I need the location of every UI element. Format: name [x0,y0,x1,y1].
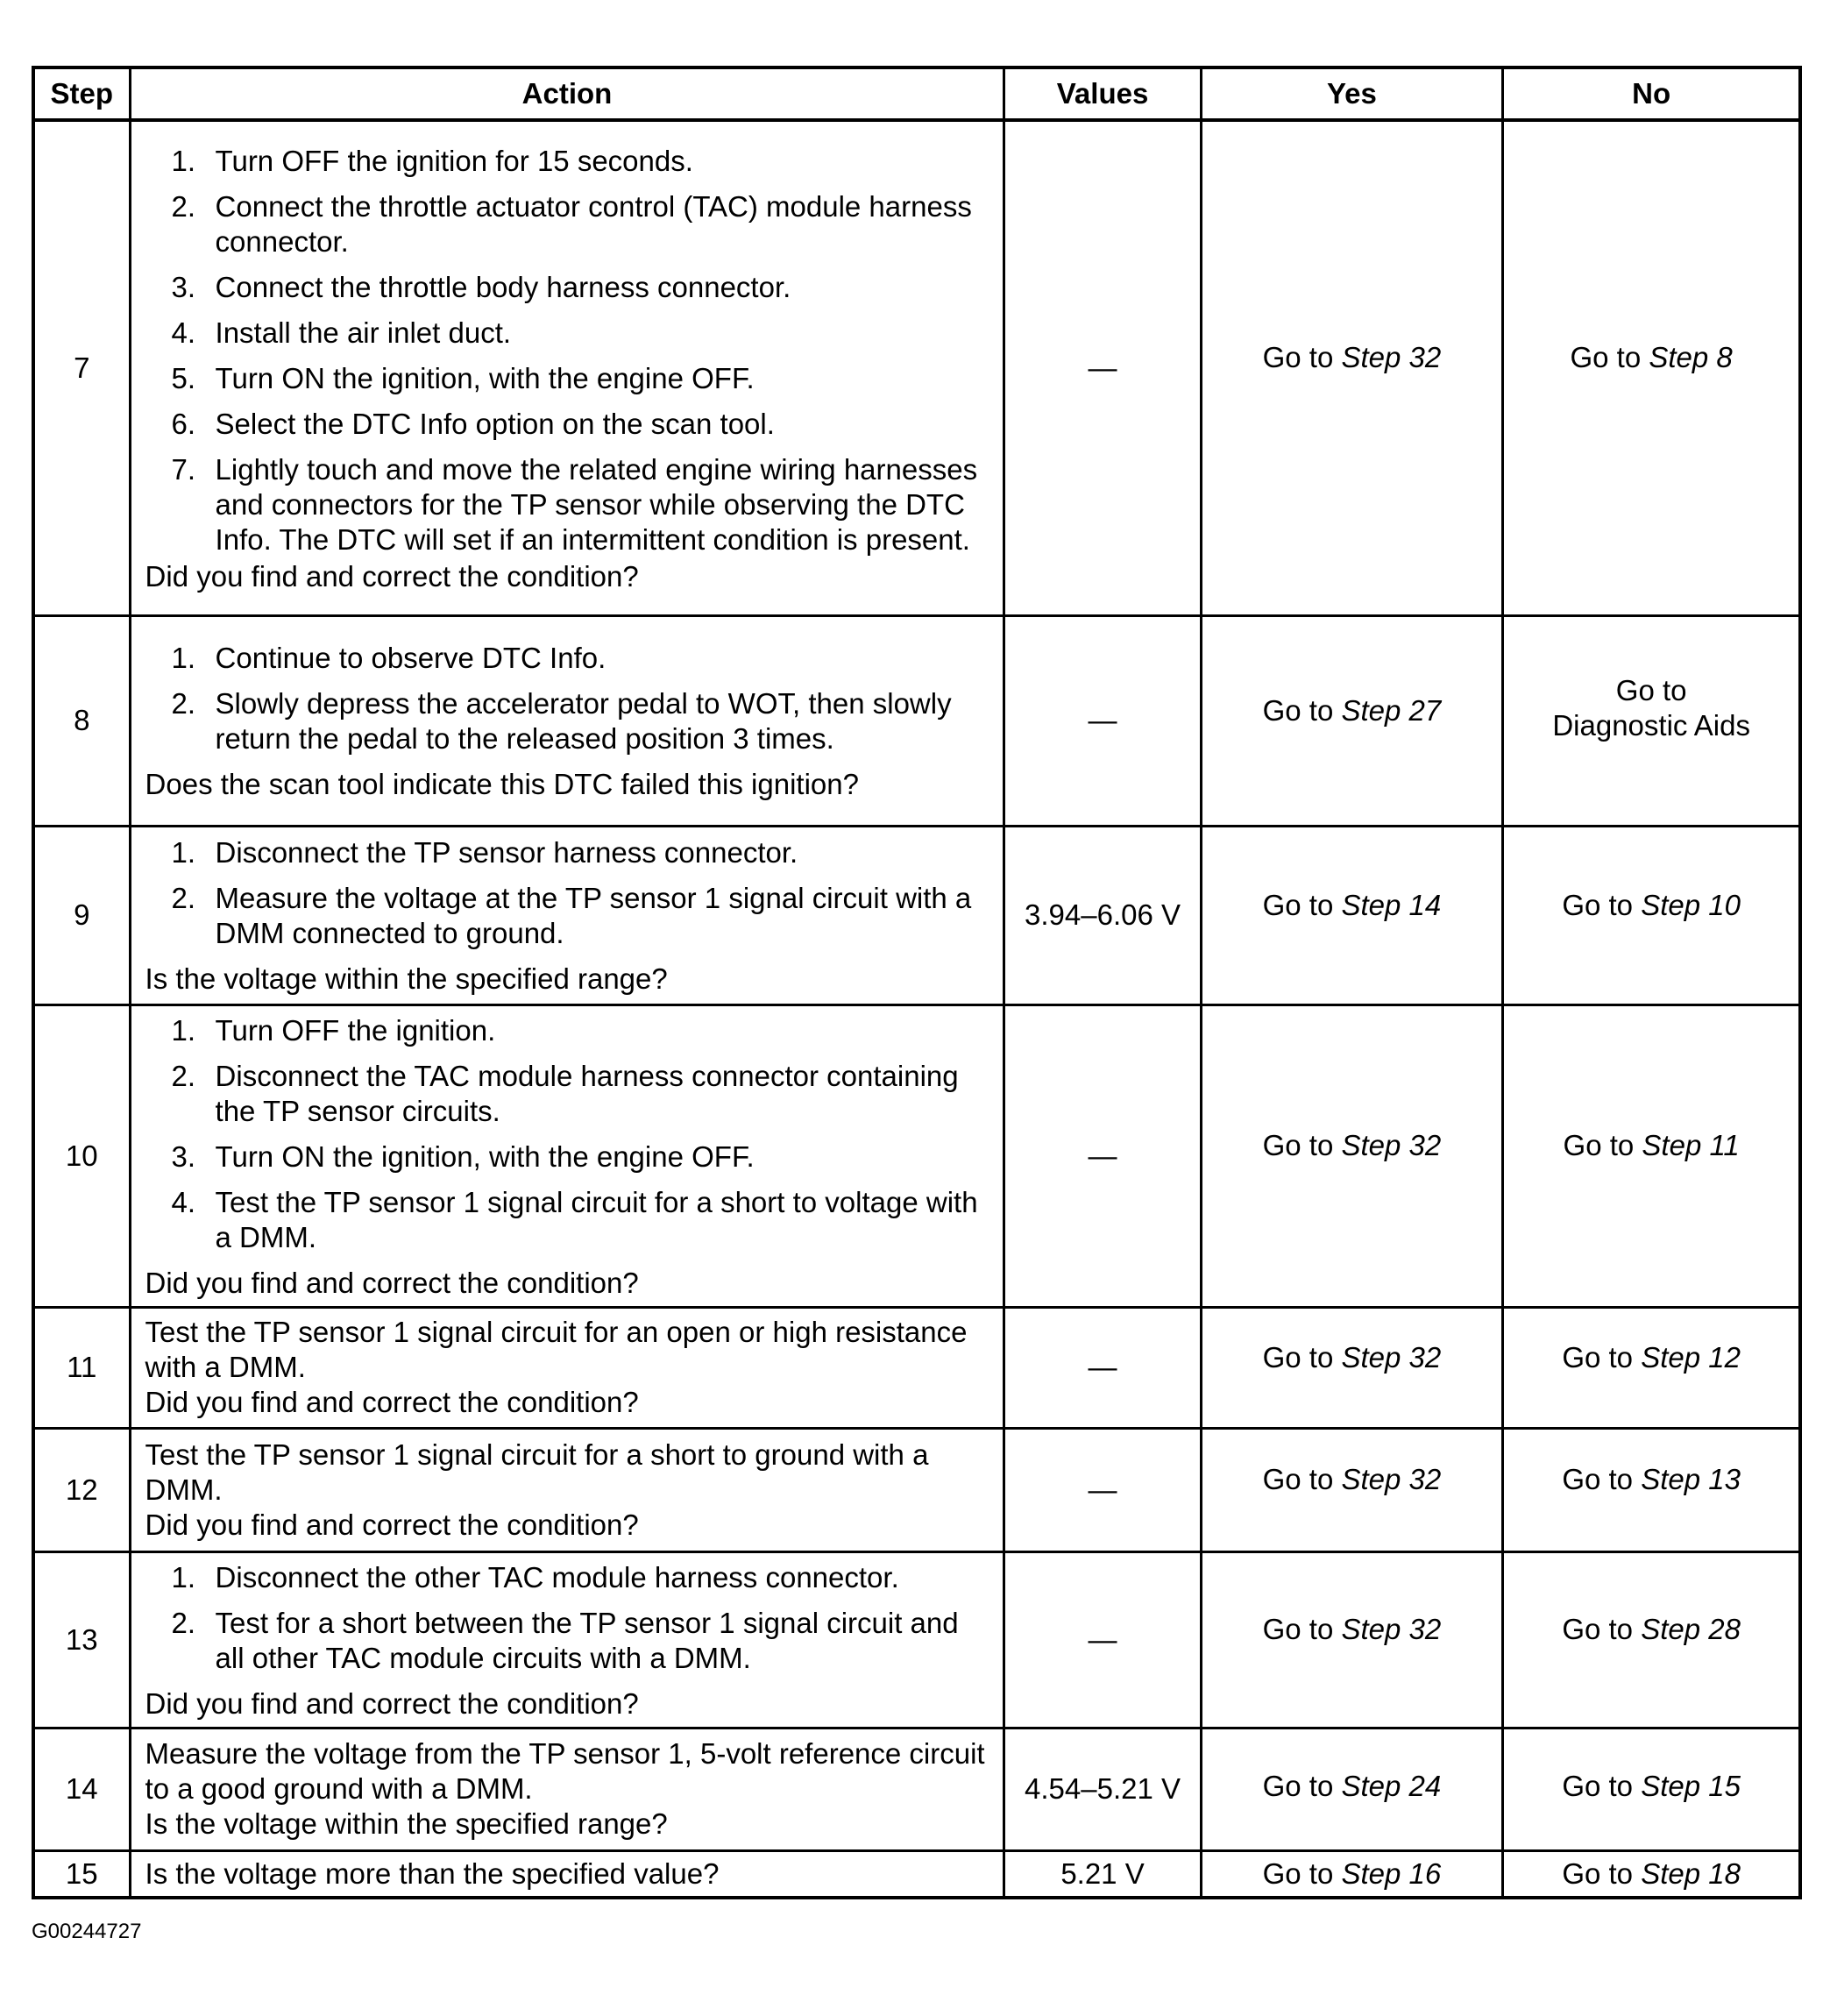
table-row [33,1728,1800,1850]
header-action: Action [130,67,1004,120]
action-steps [145,1013,993,1255]
action-cell [130,120,1004,615]
diagnostic-table [32,66,1802,1899]
table-row [33,615,1800,826]
action-step: 2. Connect the throttle actuator control (TAC) module harness connector. [171,189,972,258]
action-question: Is the voltage more than the specified value? [145,1856,720,1890]
values-cell: 5.21 V [1004,1850,1201,1898]
header-step: Step [33,67,130,120]
no-cell: Go to Step 18 [1503,1850,1800,1898]
yes-step-link: Step 32 [1341,1129,1442,1161]
no-step-link: Step 15 [1641,1769,1741,1802]
action-cell [130,826,1004,1004]
table-row [33,1551,1800,1728]
action-step: 2. Measure the voltage at the TP sensor 1 signal circuit with a DMM connected to ground. [171,882,972,949]
action-step: 4. Test the TP sensor 1 signal circuit for a short to voltage with a DMM. [171,1185,978,1253]
no-cell: Go to Diagnostic Aids [1503,615,1800,826]
step-number: 12 [33,1428,130,1551]
table-row [33,120,1800,615]
values-cell: — [1004,1428,1201,1551]
no-cell: Go to Step 13 [1503,1428,1800,1551]
step-number: 13 [33,1551,130,1728]
action-question: Did you find and correct the condition? [145,1686,639,1720]
action-step: 1. Turn OFF the ignition for 15 seconds. [171,144,693,177]
table-header-row [33,67,1800,120]
yes-step-link: Step 32 [1341,1613,1442,1645]
no-step-link: Step 8 [1649,341,1733,374]
no-step-link: Step 13 [1641,1463,1741,1495]
yes-cell: Go to Step 14 [1201,826,1503,1004]
action-step: 5. Turn ON the ignition, with the engine OFF. [171,361,755,394]
table-row [33,1850,1800,1898]
header-values: Values [1004,67,1201,120]
action-question: Did you find and correct the condition? [145,1386,639,1418]
action-step: 2. Slowly depress the accelerator pedal to WOT, then slowly return the pedal to the released position 3 times. [171,687,952,755]
no-step-link: Step 12 [1641,1340,1741,1374]
action-step: 1. Disconnect the other TAC module harness connector. [171,1560,899,1594]
step-number: 10 [33,1004,130,1307]
action-text: Test the TP sensor 1 signal circuit for a short to ground with a DMM. [145,1437,929,1506]
values-cell: — [1004,1004,1201,1307]
action-text: Measure the voltage from the TP sensor 1, 5-volt reference circuit to a good ground with a DMM. [145,1737,985,1805]
yes-cell: Go to Step 32 [1201,1307,1503,1428]
no-cell: Go to Step 28 [1503,1551,1800,1728]
action-step: 3. Connect the throttle body harness connector. [171,270,791,303]
action-step: 2. Disconnect the TAC module harness connector containing the TP sensor circuits. [171,1059,959,1127]
step-number: 8 [33,615,130,826]
action-step: 3. Turn ON the ignition, with the engine OFF. [171,1139,755,1173]
action-cell [130,1004,1004,1307]
action-cell [130,1728,1004,1850]
yes-cell: Go to Step 16 [1201,1850,1503,1898]
values-cell: — [1004,120,1201,615]
header-yes: Yes [1201,67,1503,120]
yes-step-link: Step 24 [1341,1769,1442,1802]
yes-cell: Go to Step 32 [1201,1004,1503,1307]
table-row [33,1428,1800,1551]
figure-id: G00244727 [32,1920,142,1943]
action-step: 1. Continue to observe DTC Info. [171,642,606,674]
action-step: 6. Select the DTC Info option on the scan tool. [171,407,775,440]
action-steps [145,641,993,756]
yes-step-link: Step 14 [1341,888,1442,921]
action-question: Does the scan tool indicate this DTC failed this ignition? [145,768,859,800]
values-cell: — [1004,1307,1201,1428]
action-steps [145,1560,993,1676]
table-row [33,1307,1800,1428]
no-step-link: Step 10 [1641,888,1741,921]
action-steps [145,144,993,557]
values-cell: — [1004,615,1201,826]
action-question: Did you find and correct the condition? [145,559,639,593]
diagnostic-page [32,66,1802,1899]
yes-step-link: Step 32 [1341,1463,1442,1495]
yes-cell: Go to Step 27 [1201,615,1503,826]
action-steps [145,835,993,951]
yes-step-link: Step 32 [1341,1340,1442,1374]
yes-cell: Go to Step 24 [1201,1728,1503,1850]
action-question: Did you find and correct the condition? [145,1266,639,1299]
action-cell [130,1428,1004,1551]
action-step: 4. Install the air inlet duct. [171,316,512,349]
action-step: 2. Test for a short between the TP sensor 1 signal circuit and all other TAC module circuits with a DMM. [171,1606,959,1674]
no-cell: Go to Step 12 [1503,1307,1800,1428]
no-cell: Go to Step 8 [1503,120,1800,615]
values-cell: 4.54–5.21 V [1004,1728,1201,1850]
step-number: 11 [33,1307,130,1428]
action-question: Is the voltage within the specified range? [145,1807,668,1840]
header-no: No [1503,67,1800,120]
step-number: 14 [33,1728,130,1850]
no-cell: Go to Step 11 [1503,1004,1800,1307]
yes-cell: Go to Step 32 [1201,1428,1503,1551]
no-cell: Go to Step 15 [1503,1728,1800,1850]
no-step-link: Step 11 [1642,1129,1740,1161]
yes-cell: Go to Step 32 [1201,120,1503,615]
action-cell [130,1307,1004,1428]
step-number: 15 [33,1850,130,1898]
action-question: Did you find and correct the condition? [145,1508,639,1541]
table-row [33,826,1800,1004]
yes-cell: Go to Step 32 [1201,1551,1503,1728]
no-cell: Go to Step 10 [1503,826,1800,1004]
yes-step-link: Step 27 [1341,693,1442,727]
values-cell: 3.94–6.06 V [1004,826,1201,1004]
action-step: 1. Disconnect the TP sensor harness connector. [171,836,798,869]
no-step-link: Step 18 [1641,1857,1741,1891]
action-cell [130,615,1004,826]
action-step: 7. Lightly touch and move the related engine wiring harnesses and connectors for the TP sensor while observing the DTC Info. The DTC will set if an intermittent condition is present. [171,452,978,556]
action-question: Is the voltage within the specified range? [145,962,668,995]
action-cell [130,1850,1004,1898]
action-step: 1. Turn OFF the ignition. [171,1013,496,1047]
values-cell: — [1004,1551,1201,1728]
yes-step-link: Step 16 [1341,1857,1442,1891]
action-text: Test the TP sensor 1 signal circuit for an open or high resistance with a DMM. [145,1316,968,1383]
step-number: 7 [33,120,130,615]
no-step-link: Step 28 [1641,1613,1741,1645]
table-row [33,1004,1800,1307]
step-number: 9 [33,826,130,1004]
yes-step-link: Step 32 [1341,341,1442,374]
action-cell [130,1551,1004,1728]
